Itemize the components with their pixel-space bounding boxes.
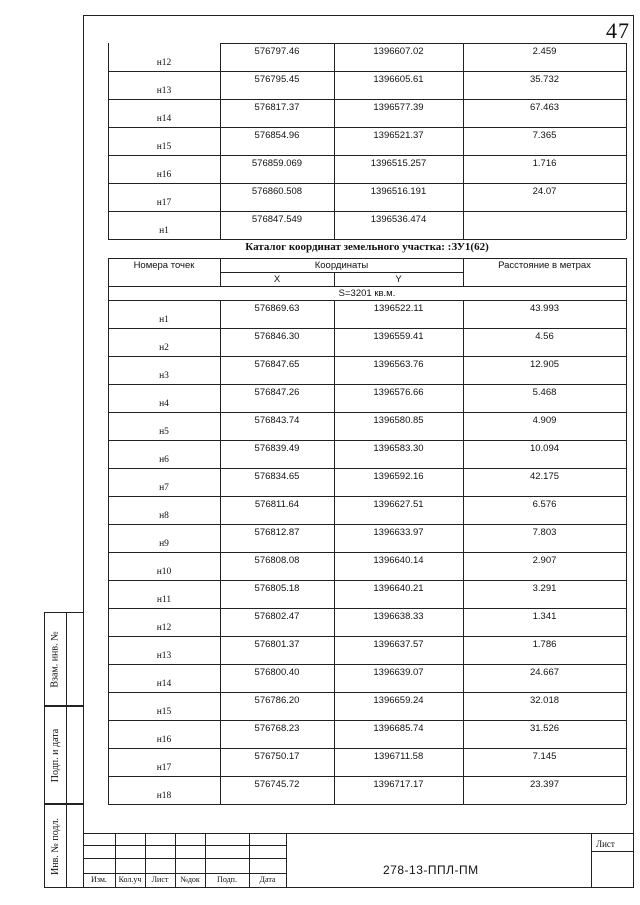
point-number: н15	[156, 707, 172, 717]
distance: 32.018	[529, 695, 560, 706]
coord-x: 576859.069	[251, 158, 303, 169]
stamp-podp-data	[44, 706, 84, 804]
point-number: н13	[156, 86, 172, 96]
coord-y: 1396717.17	[373, 779, 424, 790]
distance: 2.459	[532, 46, 557, 57]
tb-ndok: №док	[180, 875, 200, 884]
coord-y: 1396580.85	[373, 415, 424, 426]
point-number: н8	[159, 511, 169, 521]
distance: 24.07	[532, 186, 557, 197]
point-number: н11	[156, 595, 172, 605]
coord-x: 576745.72	[254, 779, 300, 790]
distance: 24.667	[529, 667, 560, 678]
title-block	[83, 833, 634, 888]
stamp-podp-label: Подп. и дата	[50, 728, 61, 782]
point-number: н18	[156, 791, 172, 801]
coord-y: 1396640.14	[373, 555, 424, 566]
point-number: н10	[156, 567, 172, 577]
coord-y: 1396577.39	[373, 102, 424, 113]
point-number: н12	[156, 58, 172, 68]
coord-x: 576846.30	[254, 331, 300, 342]
coord-y: 1396515.257	[370, 158, 427, 169]
distance: 67.463	[529, 102, 560, 113]
coord-y: 1396638.33	[373, 611, 424, 622]
point-number: н5	[159, 427, 169, 437]
tb-list: Лист	[151, 875, 169, 884]
distance: 4.56	[535, 331, 554, 342]
distance: 4.909	[532, 415, 557, 426]
stamp-inv-podl	[44, 804, 84, 888]
point-number: н16	[156, 735, 172, 745]
point-number: н7	[159, 483, 169, 493]
coord-y: 1396633.97	[373, 527, 424, 538]
coord-x: 576805.18	[254, 583, 300, 594]
coord-y: 1396592.16	[373, 471, 424, 482]
distance: 1.341	[532, 611, 557, 622]
distance: 3.291	[532, 583, 557, 594]
coord-x: 576797.46	[254, 46, 300, 57]
tb-sheet-label: Лист	[596, 839, 615, 849]
tb-podp: Подп.	[217, 875, 237, 884]
coord-y: 1396639.07	[373, 667, 424, 678]
coord-y: 1396607.02	[373, 46, 424, 57]
coord-y: 1396521.37	[373, 130, 424, 141]
header-distance: Расстояние в метрах	[498, 260, 591, 271]
coord-x: 576847.549	[251, 214, 303, 225]
coord-x: 576808.08	[254, 555, 300, 566]
point-number: н1	[159, 315, 169, 325]
stamp-inv-label: Инв. № подл.	[50, 817, 62, 875]
distance: 43.993	[529, 303, 560, 314]
point-number: н15	[156, 142, 172, 152]
coord-x: 576839.49	[254, 443, 300, 454]
distance: 7.365	[532, 130, 557, 141]
point-number: н13	[156, 651, 172, 661]
coord-y: 1396640.21	[373, 583, 424, 594]
distance: 5.468	[532, 387, 557, 398]
coord-x: 576834.65	[254, 471, 300, 482]
distance: 10.094	[529, 443, 560, 454]
coord-y: 1396563.76	[373, 359, 424, 370]
coord-x: 576768.23	[254, 723, 300, 734]
coord-x: 576800.40	[254, 667, 300, 678]
distance: 12.905	[529, 359, 560, 370]
coord-x: 576750.17	[254, 751, 300, 762]
point-number: н14	[156, 114, 172, 124]
distance: 42.175	[529, 471, 560, 482]
stamp-vzam-label: Взам. инв. №	[50, 630, 62, 688]
coord-x: 576795.45	[254, 74, 300, 85]
coord-y: 1396659.24	[373, 695, 424, 706]
distance: 7.145	[532, 751, 557, 762]
document-code: 278-13-ППЛ-ПМ	[383, 863, 479, 877]
coord-y: 1396637.57	[373, 639, 424, 650]
coord-y: 1396685.74	[373, 723, 424, 734]
coord-y: 1396522.11	[373, 303, 424, 314]
header-point-numbers: Номера точек	[133, 260, 195, 271]
tb-izm: Изм.	[91, 875, 107, 884]
point-number: н17	[156, 198, 172, 208]
coord-x: 576847.65	[254, 359, 300, 370]
point-number: н9	[159, 539, 169, 549]
coord-y: 1396711.58	[373, 751, 424, 762]
coord-y: 1396536.474	[370, 214, 427, 225]
coord-x: 576860.508	[251, 186, 303, 197]
header-y: Y	[395, 274, 402, 285]
point-number: н3	[159, 371, 169, 381]
distance: 1.716	[532, 158, 557, 169]
header-coordinates: Координаты	[314, 260, 369, 271]
coord-x: 576812.87	[254, 527, 300, 538]
coord-x: 576869.63	[254, 303, 300, 314]
coord-x: 576801.37	[254, 639, 300, 650]
distance: 2.907	[532, 555, 557, 566]
coord-y: 1396576.66	[373, 387, 424, 398]
point-number: н2	[159, 343, 169, 353]
point-number: н14	[156, 679, 172, 689]
tb-data: Дата	[259, 875, 276, 884]
point-number: н16	[156, 170, 172, 180]
coord-x: 576802.47	[254, 611, 300, 622]
coord-y: 1396559.41	[373, 331, 424, 342]
coord-x: 576811.64	[254, 499, 300, 510]
catalog-title: Каталог координат земельного участка: :ЗУ1(62)	[245, 241, 489, 253]
tb-kol: Кол.уч	[118, 875, 142, 884]
coord-x: 576854.96	[254, 130, 300, 141]
distance: 35.732	[529, 74, 560, 85]
coord-y: 1396583.30	[373, 443, 424, 454]
coord-x: 576817.37	[254, 102, 300, 113]
distance: 6.576	[532, 499, 557, 510]
point-number: н17	[156, 763, 172, 773]
distance: 31.526	[529, 723, 560, 734]
coord-y: 1396605.61	[373, 74, 424, 85]
coord-y: 1396516.191	[370, 186, 427, 197]
area-label: S=3201 кв.м.	[338, 288, 396, 299]
point-number: н1	[159, 226, 169, 236]
coord-x: 576786.20	[254, 695, 300, 706]
coord-x: 576847.26	[254, 387, 300, 398]
distance: 1.786	[532, 639, 557, 650]
distance: 7.803	[532, 527, 557, 538]
header-x: X	[273, 274, 281, 285]
coord-x: 576843.74	[254, 415, 300, 426]
distance: 23.397	[529, 779, 560, 790]
page-number: 47	[606, 18, 630, 43]
point-number: н12	[156, 623, 172, 633]
stamp-vzam-inv	[44, 612, 84, 706]
coord-y: 1396627.51	[373, 499, 424, 510]
point-number: н4	[159, 399, 169, 409]
point-number: н6	[159, 455, 169, 465]
